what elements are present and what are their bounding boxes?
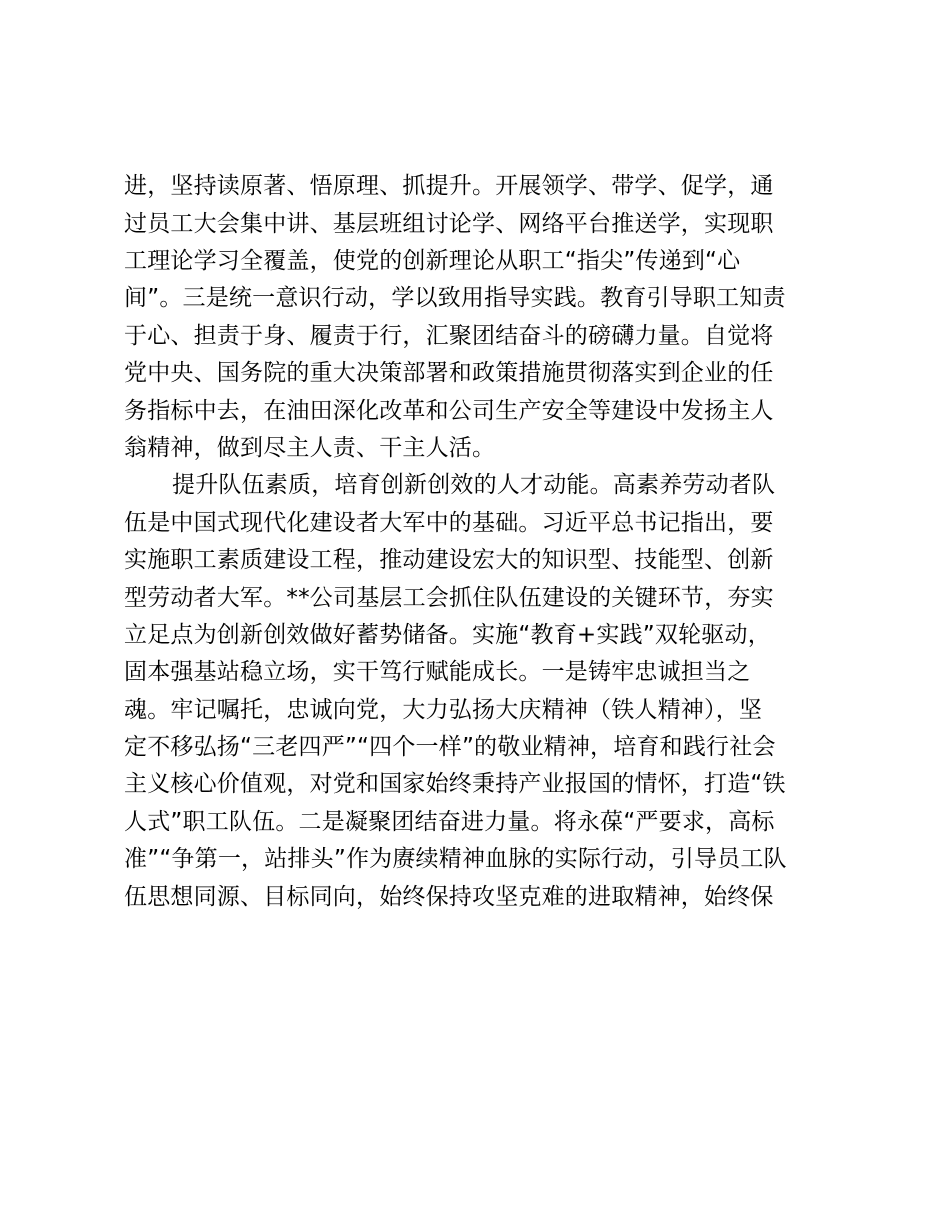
text-line: 进，坚持读原著、悟原理、抓提升。开展领学、带学、促学，通 — [124, 173, 774, 199]
text-line: 固本强基站稳立场，实干笃行赋能成长。一是铸牢忠诚担当之 — [124, 659, 751, 685]
text-line: 伍思想同源、目标同向，始终保持攻坚克难的进取精神，始终保 — [124, 884, 774, 910]
text-line: 型劳动者大军。**公司基层工会抓住队伍建设的关键环节，夯实 — [124, 585, 774, 611]
text-line: 伍是中国式现代化建设者大军中的基础。习近平总书记指出，要 — [124, 510, 774, 536]
text-line: 过员工大会集中讲、基层班组讨论学、网络平台推送学，实现职 — [124, 211, 774, 237]
text-line: 立足点为创新创效做好蓄势储备。实施“教育+实践”双轮驱动， — [124, 622, 771, 648]
text-line: 工理论学习全覆盖，使党的创新理论从职工“指尖”传递到“心 — [124, 248, 741, 274]
text-line: 定不移弘扬“三老四严”“四个一样”的敬业精神，培育和践行社会 — [124, 734, 776, 760]
text-line: 实施职工素质建设工程，推动建设宏大的知识型、技能型、创新 — [124, 547, 774, 573]
text-line: 党中央、国务院的重大决策部署和政策措施贯彻落实到企业的任 — [124, 360, 774, 386]
text-line: 于心、担责于身、履责于行，汇聚团结奋斗的磅礴力量。自觉将 — [124, 323, 774, 349]
text-line: 翁精神，做到尽主人责、干主人活。 — [124, 435, 496, 461]
paragraph-first-line: 提升队伍素质，培育创新创效的人才动能。高素养劳动者队 — [172, 472, 776, 498]
text-line: 准”“争第一，站排头”作为赓续精神血脉的实际行动，引导员工队 — [124, 846, 787, 872]
text-line: 务指标中去，在油田深化改革和公司生产安全等建设中发扬主人 — [124, 398, 774, 424]
text-line: 魂。牢记嘱托，忠诚向党，大力弘扬大庆精神（铁人精神），坚 — [124, 697, 763, 723]
text-line: 主义核心价值观，对党和国家始终秉持产业报国的情怀，打造“铁 — [124, 771, 786, 797]
text-line: 人式”职工队伍。二是凝聚团结奋进力量。将永葆“严要求，高标 — [124, 809, 775, 835]
text-line: 间”。三是统一意识行动，学以致用指导实践。教育引导职工知责 — [124, 285, 786, 311]
